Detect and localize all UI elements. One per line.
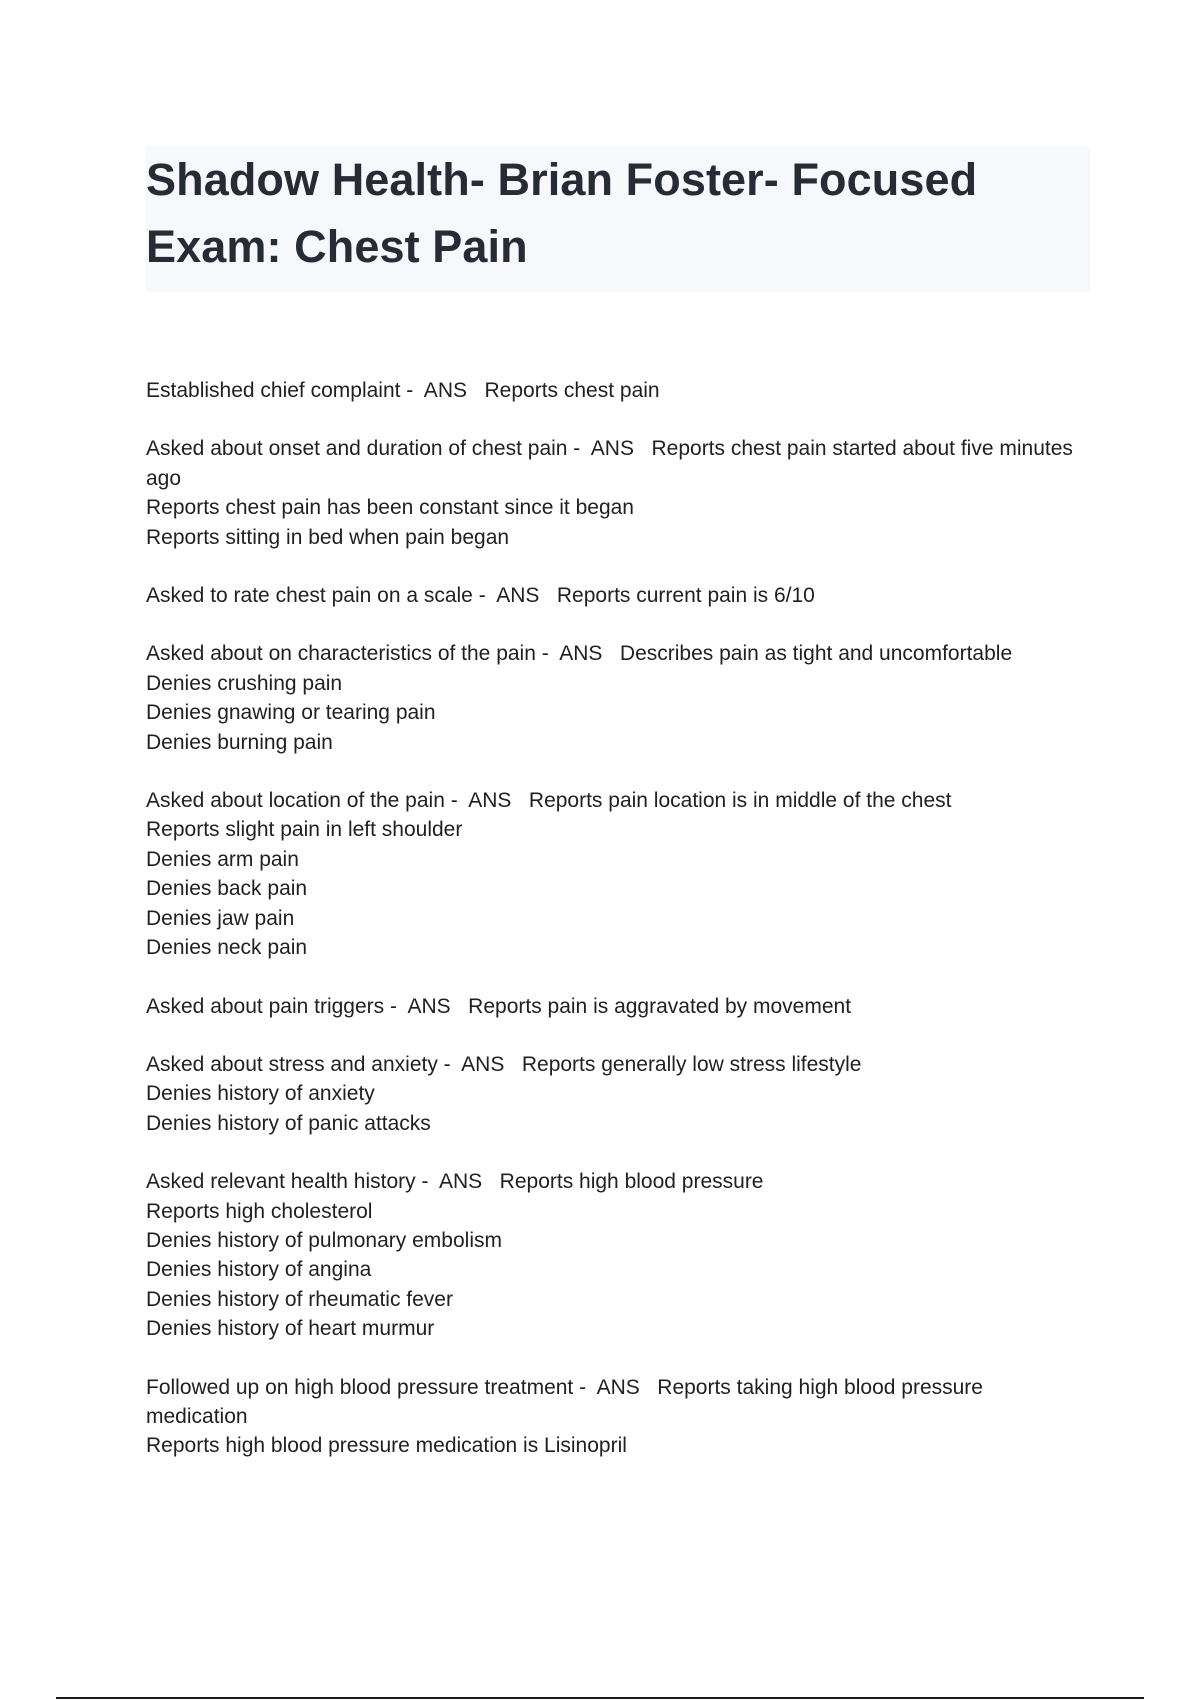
footer-divider — [56, 1697, 1144, 1699]
qa-entry — [146, 1050, 1090, 1138]
qa-entry — [146, 1373, 1090, 1461]
qa-detail-line: Denies jaw pain — [146, 906, 295, 930]
qa-detail-line: Denies history of rheumatic fever — [146, 1287, 453, 1311]
qa-entry — [146, 992, 1090, 1021]
qa-detail-line: Denies gnawing or tearing pain — [146, 701, 436, 725]
qa-entry — [146, 434, 1090, 552]
qa-detail-line: Reports high blood pressure medication is Lisinopril — [146, 1434, 627, 1458]
qa-question-answer: Followed up on high blood pressure treatment - ANS Reports taking high blood pressure medication — [146, 1375, 989, 1428]
qa-detail-line: Denies history of panic attacks — [146, 1111, 431, 1135]
qa-detail-line: Reports sitting in bed when pain began — [146, 525, 510, 549]
qa-detail-line: Reports slight pain in left shoulder — [146, 818, 463, 842]
qa-list — [146, 376, 1090, 1461]
qa-detail-line: Denies back pain — [146, 877, 308, 901]
title-block — [146, 146, 1090, 292]
qa-question-answer: Established chief complaint - ANS Reports chest pain — [146, 379, 660, 402]
qa-detail-line: Denies history of anxiety — [146, 1082, 375, 1106]
qa-detail-line: Denies history of heart murmur — [146, 1317, 435, 1341]
qa-question-answer: Asked about on characteristics of the pain - ANS Describes pain as tight and uncomfortable — [146, 642, 1013, 666]
qa-detail-line: Denies neck pain — [146, 936, 308, 960]
qa-entry — [146, 376, 1090, 405]
qa-question-answer: Asked about stress and anxiety - ANS Reports generally low stress lifestyle — [146, 1052, 862, 1076]
qa-detail-line: Denies arm pain — [146, 847, 299, 871]
qa-entry — [146, 1167, 1090, 1343]
qa-question-answer: Asked about onset and duration of chest pain - ANS Reports chest pain started about five minutes ago — [146, 437, 1079, 490]
qa-question-answer: Asked relevant health history - ANS Reports high blood pressure — [146, 1170, 764, 1194]
qa-detail-line: Denies burning pain — [146, 730, 333, 754]
qa-question-answer: Asked about location of the pain - ANS Reports pain location is in middle of the chest — [146, 789, 952, 813]
qa-detail-line: Reports high cholesterol — [146, 1199, 373, 1223]
qa-question-answer: Asked about pain triggers - ANS Reports pain is aggravated by movement — [146, 994, 852, 1018]
qa-entry — [146, 581, 1090, 610]
qa-detail-line: Denies history of angina — [146, 1258, 372, 1282]
qa-question-answer: Asked to rate chest pain on a scale - ANS Reports current pain is 6/10 — [146, 584, 815, 608]
qa-entry — [146, 639, 1090, 757]
qa-detail-line: Reports chest pain has been constant since it began — [146, 496, 634, 520]
document-page — [146, 146, 1090, 1490]
document-title: Shadow Health- Brian Foster- Focused Exam: Chest Pain — [146, 154, 978, 272]
qa-detail-line: Denies history of pulmonary embolism — [146, 1228, 502, 1252]
qa-detail-line: Denies crushing pain — [146, 671, 343, 695]
qa-entry — [146, 786, 1090, 962]
